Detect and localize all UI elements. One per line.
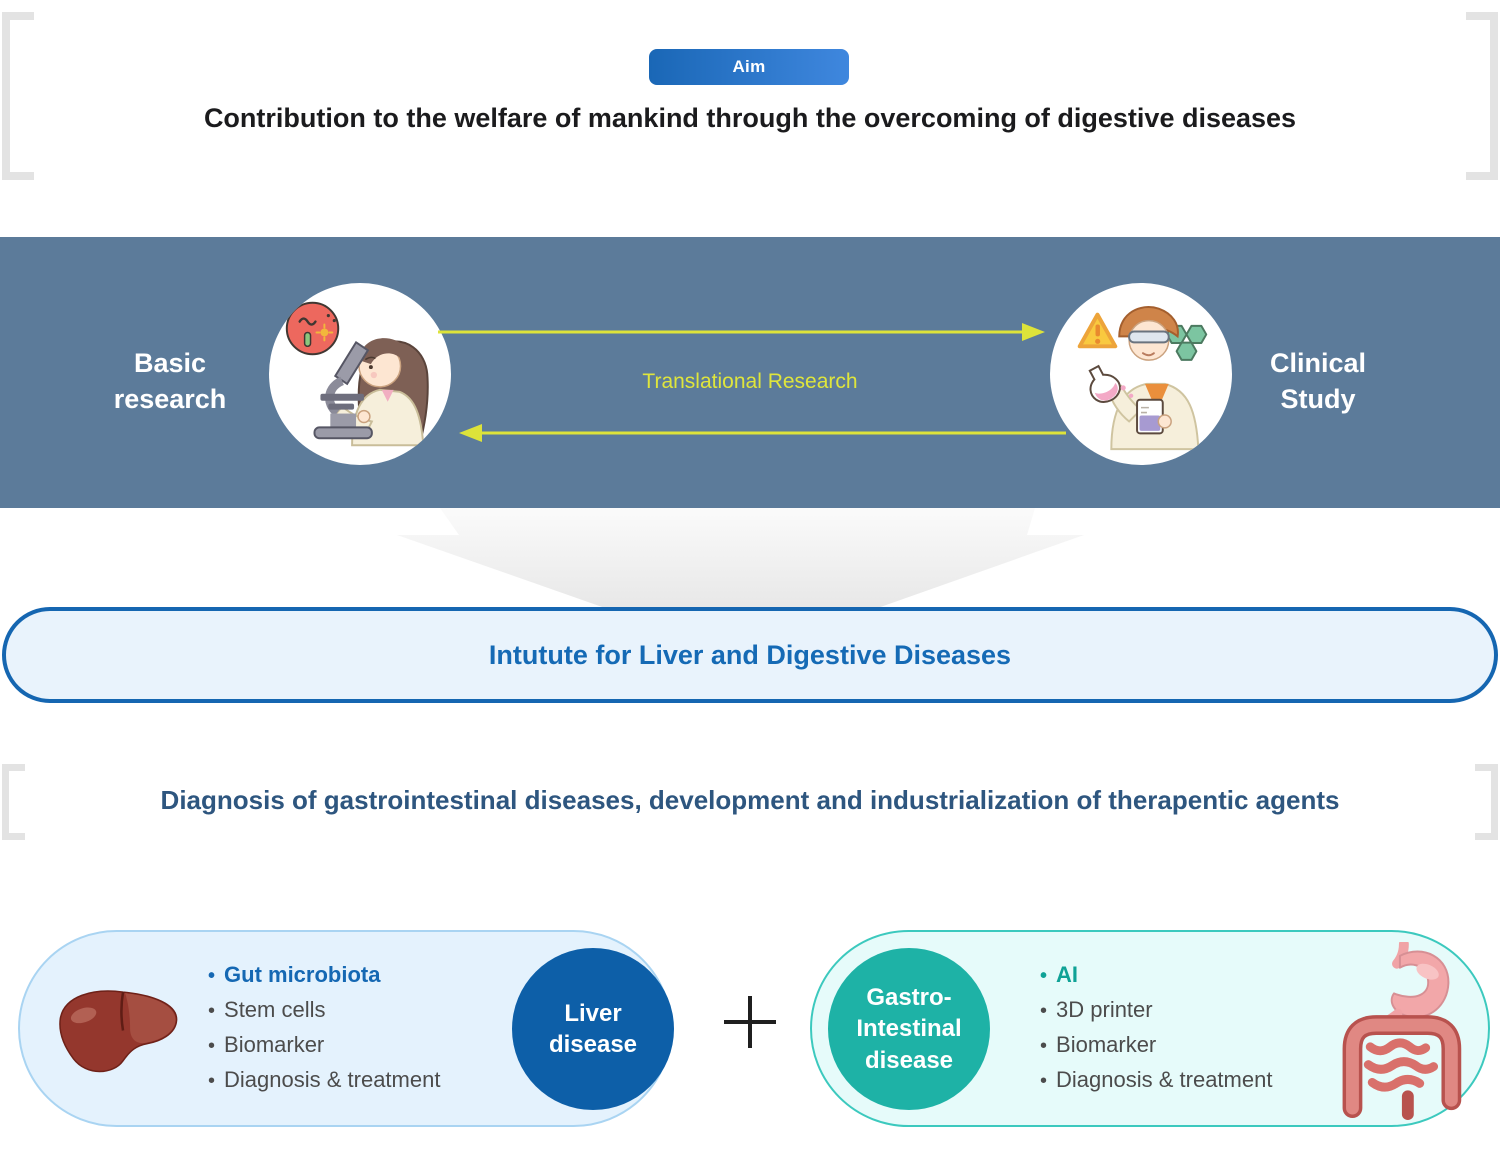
bullet-icon: •	[208, 1070, 216, 1092]
bullet-icon: •	[208, 1000, 216, 1022]
liver-card-bullet-list	[208, 962, 440, 1102]
list-item: • 3D printer	[1040, 997, 1153, 1022]
gi-disease-circle	[828, 948, 990, 1110]
bullet-icon: •	[208, 965, 216, 987]
microbe-badge-icon	[287, 303, 338, 354]
liver-disease-card	[18, 930, 672, 1127]
gastrointestinal-disease-card	[810, 930, 1490, 1127]
translational-research-label: Translational Research	[642, 370, 858, 393]
liver-illustration	[56, 984, 188, 1080]
gi-card-bullet-list	[1040, 962, 1272, 1102]
bullet-icon: •	[208, 1035, 216, 1057]
list-item: • Stem cells	[208, 997, 326, 1022]
top-right-bracket-decoration	[1466, 12, 1498, 180]
subtitle-section	[0, 758, 1500, 842]
pour-drop	[1129, 394, 1133, 398]
gi-disease-circle-label: Gastro-Intestinal disease	[856, 984, 962, 1074]
research-band	[0, 237, 1500, 508]
subtitle-left-bracket-decoration	[2, 764, 25, 840]
bullet-icon: •	[1040, 1070, 1048, 1092]
list-item: • Diagnosis & treatment	[1040, 1067, 1273, 1092]
list-item: • Biomarker	[1040, 1032, 1157, 1057]
bullet-icon: •	[1040, 1000, 1048, 1022]
liver-disease-circle	[512, 948, 674, 1110]
bullet-icon: •	[1040, 1035, 1048, 1057]
subtitle-text: Diagnosis of gastrointestinal diseases, development and industrialization of therapentic agents	[160, 784, 1340, 815]
list-item: • Gut microbiota	[208, 962, 381, 987]
clinical-study-label: Clinical Study	[1269, 348, 1367, 415]
list-item: • Biomarker	[208, 1032, 325, 1057]
basic-research-label: Basic research	[113, 348, 227, 415]
liver-disease-circle-label: Liver disease	[548, 999, 638, 1058]
top-left-bracket-decoration	[2, 12, 34, 180]
bullet-icon: •	[1040, 965, 1048, 987]
warning-triangle-icon	[1080, 315, 1116, 347]
intestine-illustration	[1324, 942, 1464, 1120]
list-item: • AI	[1040, 962, 1079, 987]
aim-button[interactable]: Aim	[649, 49, 849, 85]
institute-pill: Intutute for Liver and Digestive Diseases	[2, 607, 1498, 703]
page-title: Contribution to the welfare of mankind through the overcoming of digestive diseases	[203, 103, 1297, 133]
plus-icon	[722, 994, 778, 1050]
list-item: • Diagnosis & treatment	[208, 1067, 441, 1092]
subtitle-right-bracket-decoration	[1475, 764, 1498, 840]
